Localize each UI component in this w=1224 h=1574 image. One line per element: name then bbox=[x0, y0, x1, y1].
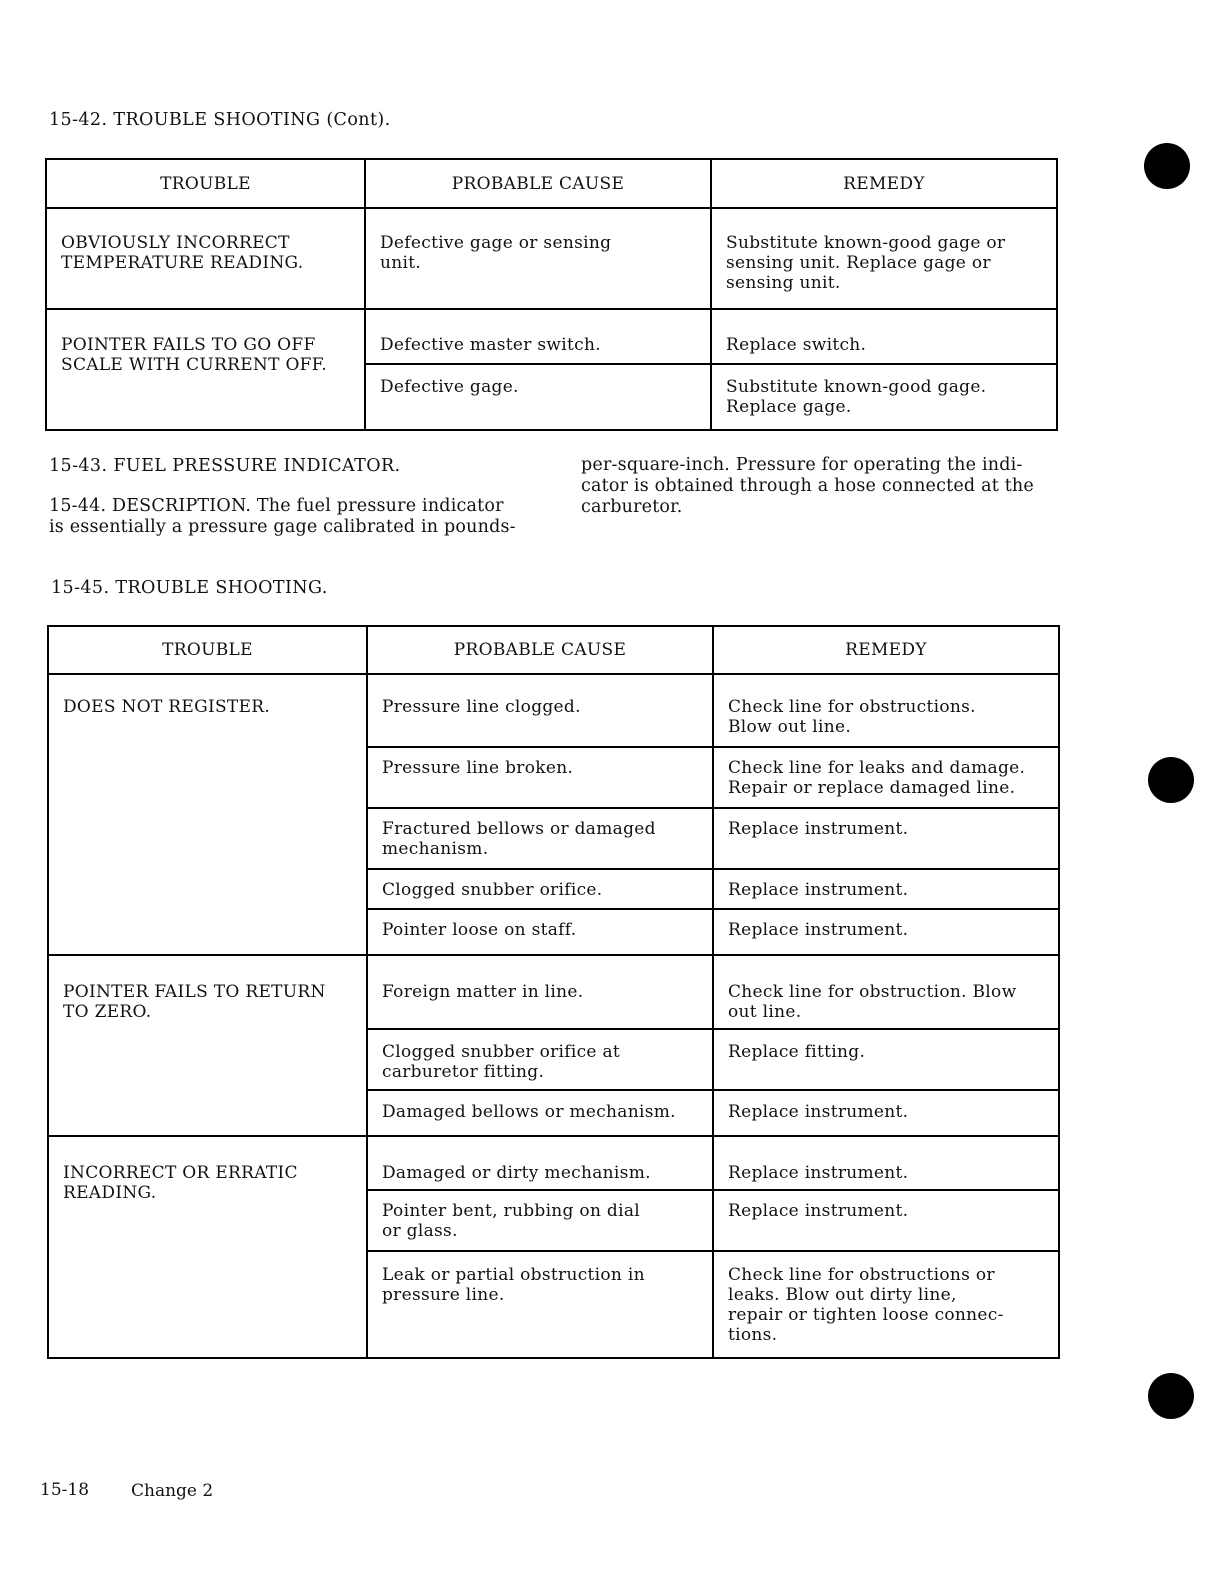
remedy-cell: Replace instrument. bbox=[728, 1102, 909, 1122]
cause-cell: Pointer bent, rubbing on dial or glass. bbox=[382, 1201, 641, 1241]
header-probable-cause: PROBABLE CAUSE bbox=[367, 626, 713, 674]
header-trouble: TROUBLE bbox=[46, 159, 365, 208]
remedy-cell: Replace instrument. bbox=[728, 819, 909, 839]
section-heading-15-42: 15-42. TROUBLE SHOOTING (Cont). bbox=[49, 110, 391, 130]
punch-hole-bottom bbox=[1148, 1373, 1194, 1419]
trouble-cell: POINTER FAILS TO GO OFF SCALE WITH CURRENT OFF. bbox=[61, 335, 327, 375]
trouble-cell: DOES NOT REGISTER. bbox=[63, 697, 271, 717]
cause-cell: Damaged or dirty mechanism. bbox=[382, 1163, 651, 1183]
remedy-cell: Replace switch. bbox=[726, 335, 867, 355]
change-label: Change 2 bbox=[131, 1481, 214, 1501]
remedy-cell: Check line for obstruction. Blow out line. bbox=[728, 982, 1017, 1022]
remedy-cell: Substitute known-good gage. Replace gage. bbox=[726, 377, 987, 417]
section-heading-15-45: 15-45. TROUBLE SHOOTING. bbox=[51, 578, 328, 598]
cause-cell: Defective master switch. bbox=[380, 335, 601, 355]
cause-cell: Defective gage. bbox=[380, 377, 519, 397]
trouble-shooting-table-temperature bbox=[45, 158, 1058, 431]
header-remedy: REMEDY bbox=[713, 626, 1059, 674]
cause-cell: Defective gage or sensing unit. bbox=[380, 233, 612, 273]
remedy-cell: Check line for obstructions or leaks. Blow out dirty line, repair or tighten loose connec- tions. bbox=[728, 1265, 1004, 1345]
remedy-cell: Replace fitting. bbox=[728, 1042, 866, 1062]
remedy-cell: Check line for leaks and damage. Repair or replace damaged line. bbox=[728, 758, 1026, 798]
description-paragraph-col2: per-square-inch. Pressure for operating the indi- cator is obtained through a hose connected at the carburetor. bbox=[581, 455, 1034, 517]
header-trouble: TROUBLE bbox=[48, 626, 367, 674]
cause-cell: Clogged snubber orifice at carburetor fitting. bbox=[382, 1042, 621, 1082]
trouble-cell: OBVIOUSLY INCORRECT TEMPERATURE READING. bbox=[61, 233, 304, 273]
remedy-cell: Replace instrument. bbox=[728, 1201, 909, 1221]
remedy-cell: Replace instrument. bbox=[728, 880, 909, 900]
punch-hole-top bbox=[1144, 143, 1190, 189]
remedy-cell: Replace instrument. bbox=[728, 1163, 909, 1183]
cause-cell: Pointer loose on staff. bbox=[382, 920, 577, 940]
cause-cell: Leak or partial obstruction in pressure line. bbox=[382, 1265, 645, 1305]
remedy-cell: Replace instrument. bbox=[728, 920, 909, 940]
cause-cell: Damaged bellows or mechanism. bbox=[382, 1102, 676, 1122]
remedy-cell: Check line for obstructions. Blow out line. bbox=[728, 697, 976, 737]
cause-cell: Foreign matter in line. bbox=[382, 982, 584, 1002]
description-paragraph-col1: 15-44. DESCRIPTION. The fuel pressure indicator is essentially a pressure gage calibrated in pounds- bbox=[49, 496, 516, 537]
cause-cell: Pressure line broken. bbox=[382, 758, 574, 778]
trouble-shooting-table-fuel-pressure bbox=[47, 625, 1060, 1359]
page-number: 15-18 bbox=[40, 1480, 90, 1500]
trouble-cell: INCORRECT OR ERRATIC READING. bbox=[63, 1163, 298, 1203]
section-heading-15-43: 15-43. FUEL PRESSURE INDICATOR. bbox=[49, 456, 401, 476]
trouble-cell: POINTER FAILS TO RETURN TO ZERO. bbox=[63, 982, 326, 1022]
header-probable-cause: PROBABLE CAUSE bbox=[365, 159, 711, 208]
cause-cell: Clogged snubber orifice. bbox=[382, 880, 603, 900]
cause-cell: Pressure line clogged. bbox=[382, 697, 581, 717]
header-remedy: REMEDY bbox=[711, 159, 1057, 208]
cause-cell: Fractured bellows or damaged mechanism. bbox=[382, 819, 656, 859]
remedy-cell: Substitute known-good gage or sensing unit. Replace gage or sensing unit. bbox=[726, 233, 1006, 293]
punch-hole-middle bbox=[1148, 757, 1194, 803]
